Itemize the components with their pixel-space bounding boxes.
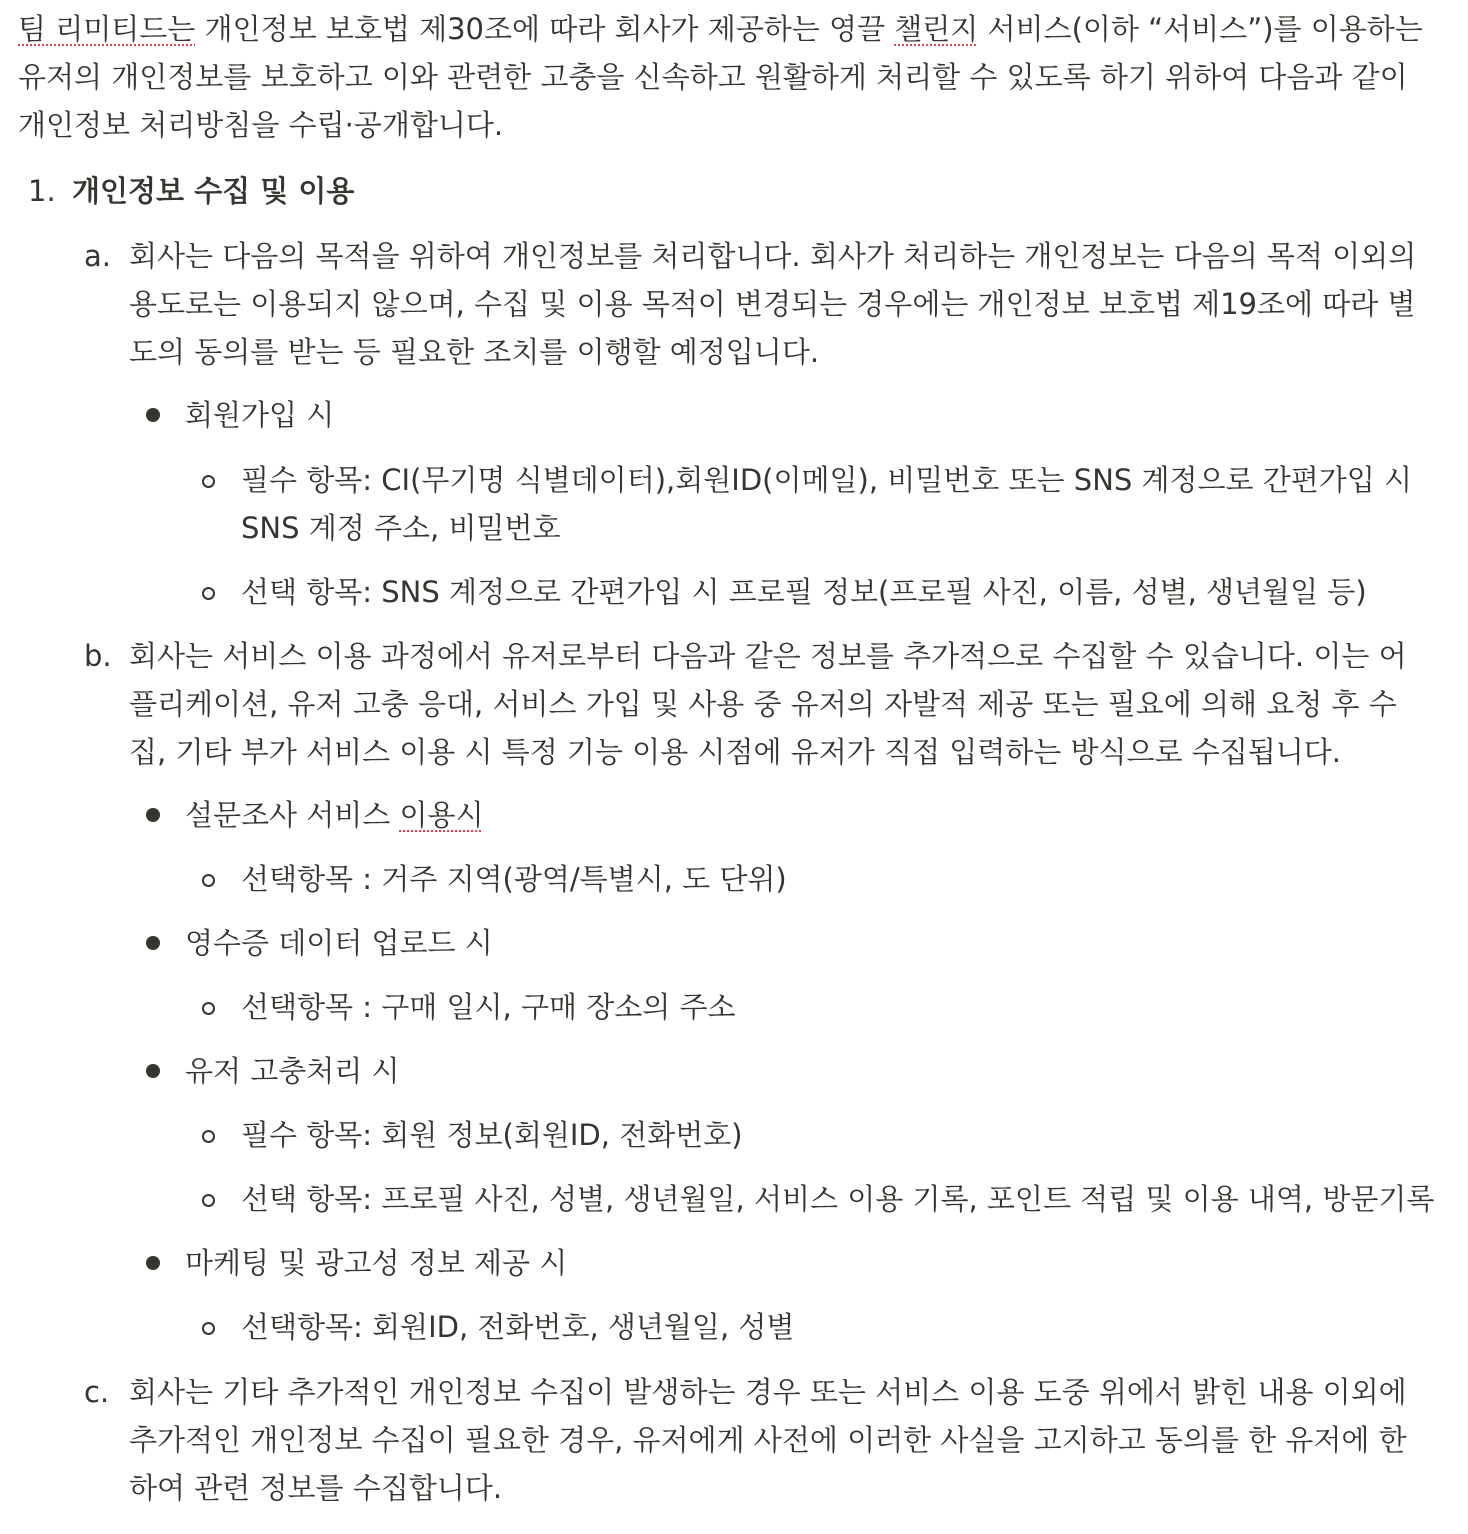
bullet-text: [185, 791, 1425, 839]
list-item-a-text: 회사는 다음의 목적을 위하여 개인정보를 처리합니다. 회사가 처리하는 개인정보는 다음의 목적 이외의 용도로는 이용되지 않으며, 수집 및 이용 목적이 변경되는 경우에는 개인정보 보호법 제19조에 따라 별도의 동의를 받는 등 필요한 조치를 이행할 예정입니다.: [129, 239, 1417, 369]
bullet-text: 회원가입 시: [185, 398, 335, 432]
sub-bullet-circle: [202, 1322, 215, 1335]
bullet-dot: [146, 808, 160, 822]
sub-bullet-circle: [202, 874, 215, 887]
service-name: 챌린지: [894, 12, 979, 46]
bullet-dot: [146, 1256, 160, 1270]
sub-bullet-circle: [202, 475, 215, 488]
sub-bullet-text: 필수 항목: 회원 정보(회원ID, 전화번호): [241, 1118, 743, 1152]
list-item-c-text: 회사는 기타 추가적인 개인정보 수집이 발생하는 경우 또는 서비스 이용 도중 위에서 밝힌 내용 이외에 추가적인 개인정보 수집이 필요한 경우, 유저에게 사전에 이러한 사실을 고지하고 동의를 한 유저에 한하여 관련 정보를 수집합니다.: [129, 1375, 1407, 1505]
bullet-text: 마케팅 및 광고성 정보 제공 시: [185, 1246, 568, 1280]
section-number: 1.: [28, 174, 56, 208]
bullet-dot: [146, 936, 160, 950]
sub-bullet-circle: [202, 1194, 215, 1207]
intro-text-part1: 개인정보 보호법 제30조에 따라 회사가 제공하는 영끌: [195, 12, 895, 46]
list-letter-a: a.: [84, 239, 111, 273]
sub-bullet-text: 선택항목: 회원ID, 전화번호, 생년월일, 성별: [241, 1310, 795, 1344]
bullet-text: 유저 고충처리 시: [185, 1054, 400, 1088]
list-letter-c: c.: [84, 1375, 110, 1409]
sub-bullet-circle: [202, 587, 215, 600]
section-title: 개인정보 수집 및 이용: [72, 174, 355, 208]
bullet-dot: [146, 408, 160, 422]
sub-bullet-text: 선택항목 : 구매 일시, 구매 장소의 주소: [241, 990, 736, 1024]
sub-bullet-circle: [202, 1130, 215, 1143]
list-item-b-text: 회사는 서비스 이용 과정에서 유저로부터 다음과 같은 정보를 추가적으로 수집할 수 있습니다. 이는 어플리케이션, 유저 고충 응대, 서비스 가입 및 사용 중 유저의 자발적 제공 또는 필요에 의해 요청 후 수집, 기타 부가 서비스 이용 시 특정 기능 이용 시점에 유저가 직접 입력하는 방식으로 수집됩니다.: [129, 639, 1407, 769]
spellcheck-word: 이용시: [399, 798, 484, 832]
company-name: 팀 리미티드는: [18, 12, 196, 46]
bullet-dot: [146, 1064, 160, 1078]
sub-bullet-circle: [202, 1002, 215, 1015]
intro-text-part2: 서비스(이하 “서비스”)를 이용하는 유저의 개인정보를 보호하고 이와 관련한 고충을 신속하고 원활하게 처리할 수 있도록 하기 위하여 다음과 같이 개인정보 처리방침을 수립·공개합니다.: [18, 12, 1423, 142]
sub-bullet-text: 선택 항목: SNS 계정으로 간편가입 시 프로필 정보(프로필 사진, 이름, 성별, 생년월일 등): [241, 575, 1367, 609]
list-letter-b: b.: [84, 639, 112, 673]
sub-bullet-text: 필수 항목: CI(무기명 식별데이터),회원ID(이메일), 비밀번호 또는 SNS 계정으로 간편가입 시 SNS 계정 주소, 비밀번호: [241, 463, 1413, 545]
intro-paragraph: [18, 5, 1438, 149]
bullet-text: 영수증 데이터 업로드 시: [185, 926, 493, 960]
sub-bullet-text: 선택항목 : 거주 지역(광역/특별시, 도 단위): [241, 862, 787, 896]
bullet-text-main: 설문조사 서비스: [185, 798, 400, 832]
sub-bullet-text: 선택 항목: 프로필 사진, 성별, 생년월일, 서비스 이용 기록, 포인트 적립 및 이용 내역, 방문기록: [241, 1182, 1435, 1216]
